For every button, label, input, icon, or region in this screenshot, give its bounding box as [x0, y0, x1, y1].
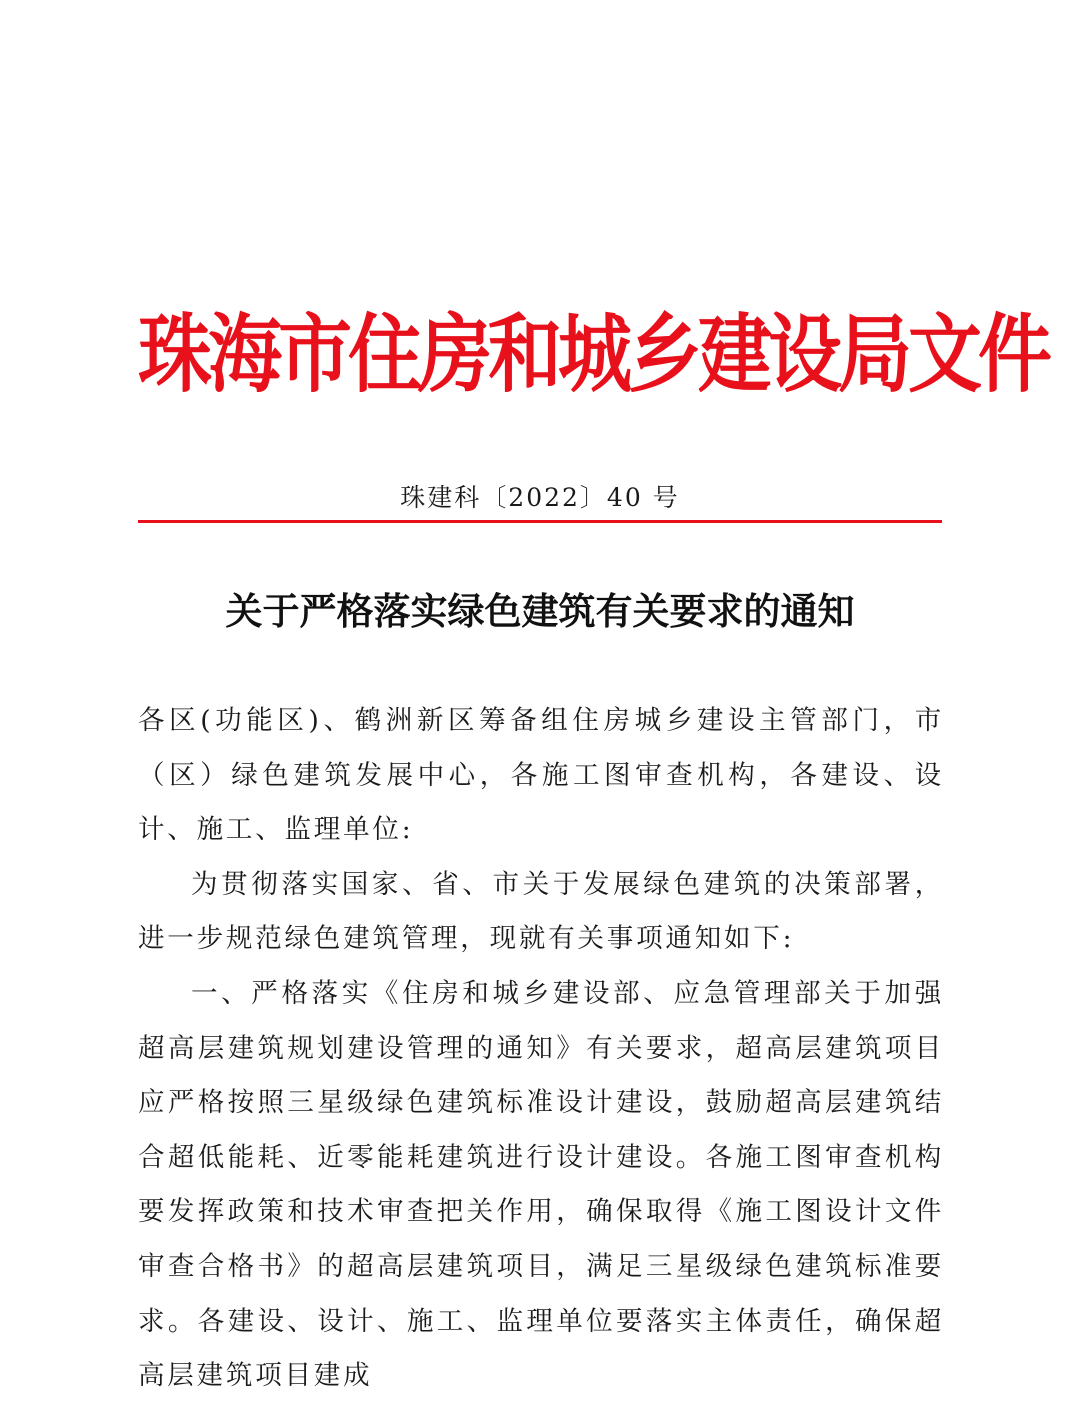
red-divider-line [138, 520, 942, 523]
recipients-paragraph: 各区(功能区)、鹤洲新区筹备组住房城乡建设主管部门，市（区）绿色建筑发展中心，各施工图审查机构，各建设、设计、施工、监理单位: [138, 705, 944, 846]
intro-paragraph: 为贯彻落实国家、省、市关于发展绿色建筑的决策部署，进一步规范绿色建筑管理，现就有关事项通知如下: [138, 868, 944, 955]
document-number: 珠建科〔2022〕40 号 [400, 483, 680, 512]
notice-body [138, 694, 944, 1404]
issuer-title: 珠海市住房和城乡建设局文件 [138, 305, 1048, 405]
notice-title: 关于严格落实绿色建筑有关要求的通知 [225, 589, 855, 633]
item-one-paragraph: 一、严格落实《住房和城乡建设部、应急管理部关于加强超高层建筑规划建设管理的通知》有关要求，超高层建筑项目应严格按照三星级绿色建筑标准设计建设，鼓励超高层建筑结合超低能耗、近零能耗建筑进行设计建设。各施工图审查机构要发挥政策和技术审查把关作用，确保取得《施工图设计文件审查合格书》的超高层建筑项目，满足三星级绿色建筑标准要求。各建设、设计、施工、监理单位要落实主体责任，确保超高层建筑项目建成 [138, 977, 944, 1392]
